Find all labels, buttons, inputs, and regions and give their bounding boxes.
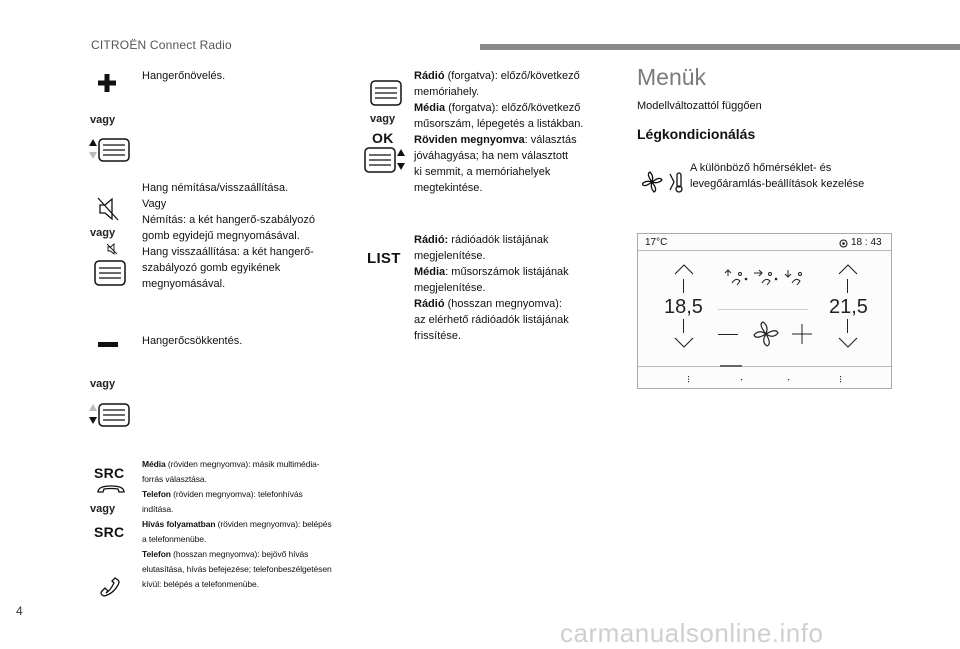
right-temp-line — [847, 279, 848, 293]
steering-wheel-icon — [370, 80, 402, 106]
mute-icon — [96, 196, 120, 222]
steering-wheel-up-icon — [89, 138, 131, 162]
vagy-label: vagy — [90, 378, 116, 390]
watermark: carmanualsonline.info — [560, 618, 824, 648]
climate-screen — [637, 233, 892, 389]
steering-wheel-icon — [94, 260, 126, 286]
fan-increase-button[interactable] — [792, 324, 812, 344]
active-tab-indicator — [720, 365, 742, 367]
plus-icon — [96, 72, 118, 94]
climate-description: A különböző hőmérséklet- és levegőáramlás-beállítások kezelése — [690, 162, 865, 190]
left-temp-up-button[interactable] — [674, 263, 694, 275]
phone-icon — [96, 483, 126, 495]
settings-icon — [839, 239, 848, 248]
vagy-label: vagy — [90, 503, 116, 515]
menus-subtitle: Modellváltozattól függően — [637, 100, 762, 112]
left-temp-down-button[interactable] — [674, 337, 694, 349]
mute-small-icon — [106, 243, 118, 255]
ok-label: OK — [372, 130, 394, 146]
right-temp-down-button[interactable] — [838, 337, 858, 349]
climate-heading: Légkondicionálás — [637, 126, 756, 142]
volume-up-text: Hangerőnövelés. — [142, 70, 226, 82]
steering-wheel-down-icon — [89, 403, 131, 427]
screen-bottom-bar[interactable] — [638, 370, 891, 386]
menus-heading: Menük — [637, 64, 707, 90]
header-title: CITROËN Connect Radio — [91, 38, 232, 52]
header-bar — [480, 44, 960, 50]
list-text: Rádió: rádióadók listájának megjelenítése. Média: műsorszámok listájának megjelenítése. Rádió (hosszan megnyomva): az elérhető rádióadók listájának frissítése. — [414, 234, 569, 342]
right-temp-up-button[interactable] — [838, 263, 858, 275]
right-temp-line — [847, 319, 848, 333]
src-text: Média (röviden megnyomva): másik multimédia- forrás választása. Telefon (röviden megnyomva): telefonhívás indítása. Hívás folyamatban (röviden megnyomva): belépés a telefonmenübe. Telefon (hosszan megnyomva): bejövő hívás elutasítása, hívás befejezése; telefonbeszélgetésen kívül: belépés a telefonmenübe. — [142, 459, 332, 589]
screen-top-divider — [638, 250, 891, 251]
left-temp-line — [683, 279, 684, 293]
list-label: LIST — [367, 250, 401, 267]
vagy-label: vagy — [90, 227, 116, 239]
fan-icon — [752, 320, 780, 348]
steering-wheel-scroll-icon — [364, 147, 406, 173]
climate-icon — [642, 170, 684, 194]
mute-text: Hang némítása/visszaállítása. Vagy Némítás: a két hangerő-szabályozó gomb egyidejű megnyomásával. Hang visszaállítása: a két hangerő- szabályozó gomb egyikének megnyomásával. — [142, 182, 316, 290]
src-label-2: SRC — [94, 524, 125, 540]
screen-mid-divider — [718, 309, 808, 310]
screen-bottom-divider — [638, 366, 891, 367]
vagy-label: vagy — [90, 114, 116, 126]
minus-icon — [98, 341, 118, 349]
air-distribution-icons[interactable] — [722, 268, 814, 288]
fan-decrease-button[interactable] — [718, 334, 738, 335]
src-label: SRC — [94, 465, 125, 481]
left-temp-line — [683, 319, 684, 333]
clock: 18 : 43 — [851, 237, 882, 248]
right-temperature: 21,5 — [829, 296, 868, 318]
outside-temperature: 17°C — [645, 237, 668, 248]
radio-rotate-text: Rádió (forgatva): előző/következő memóriahely. Média (forgatva): előző/következő műsorszám, lépegetés a listákban. Röviden megnyomva: választás jóváhagyása; ha nem választott ki semmit, a memóriahelyek megtekintése. — [414, 70, 584, 194]
handset-icon — [98, 575, 122, 599]
page-number: 4 — [16, 604, 23, 618]
vagy-label: vagy — [370, 113, 396, 125]
volume-down-text: Hangerőcsökkentés. — [142, 335, 243, 347]
left-temperature: 18,5 — [664, 296, 703, 318]
